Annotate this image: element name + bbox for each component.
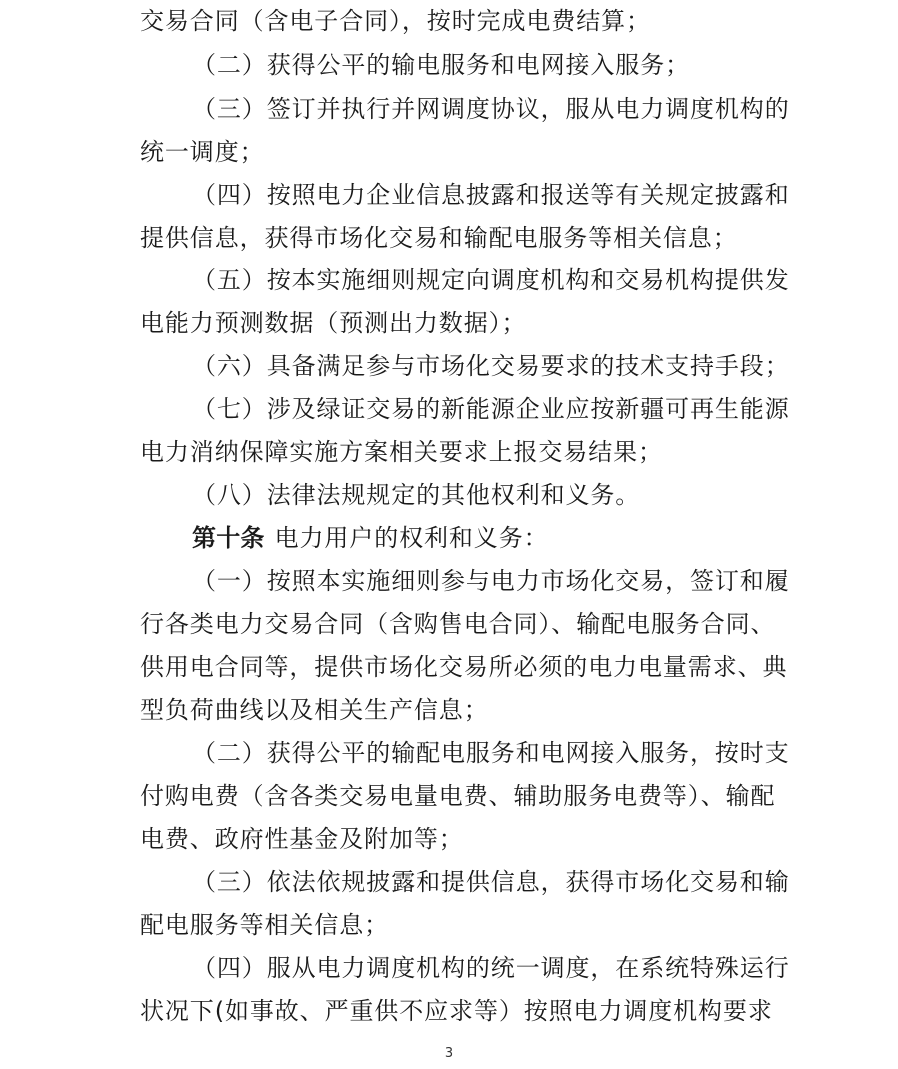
paragraph-line: 行各类电力交易合同（含购售电合同）、输配电服务合同、: [140, 610, 776, 638]
paragraph-line: （二）获得公平的输配电服务和电网接入服务，按时支: [192, 739, 790, 767]
paragraph-line: （六）具备满足参与市场化交易要求的技术支持手段；: [192, 352, 790, 380]
paragraph-line: 型负荷曲线以及相关生产信息；: [140, 696, 489, 724]
article-title: 电力用户的权利和义务：: [274, 524, 549, 552]
paragraph-line: 供用电合同等，提供市场化交易所必须的电力电量需求、典: [140, 653, 788, 681]
paragraph-line: （五）按本实施细则规定向调度机构和交易机构提供发: [192, 266, 790, 294]
paragraph-line: 付购电费（含各类交易电量电费、辅助服务电费等）、输配: [140, 782, 776, 810]
paragraph-line: 交易合同（含电子合同），按时完成电费结算；: [140, 7, 651, 35]
paragraph-line: 配电服务等相关信息；: [140, 911, 389, 939]
paragraph-line: （四）服从电力调度机构的统一调度，在系统特殊运行: [192, 954, 790, 982]
paragraph-line: （二）获得公平的输电服务和电网接入服务；: [192, 51, 690, 79]
paragraph-line: （一）按照本实施细则参与电力市场化交易，签订和履: [192, 567, 790, 595]
paragraph-line: 电费、政府性基金及附加等；: [140, 825, 464, 853]
paragraph-line: （八）法律法规规定的其他权利和义务。: [192, 481, 641, 509]
paragraph-line: 提供信息，获得市场化交易和输配电服务等相关信息；: [140, 224, 738, 252]
article-heading-line: [0, 520, 898, 556]
paragraph-line: （七）涉及绿证交易的新能源企业应按新疆可再生能源: [192, 395, 790, 423]
page-number: 3: [444, 1046, 454, 1061]
paragraph-line: （三）依法依规披露和提供信息，获得市场化交易和输: [192, 868, 790, 896]
paragraph-line: （四）按照电力企业信息披露和报送等有关规定披露和: [192, 181, 790, 209]
paragraph-line: 电能力预测数据（预测出力数据）；: [140, 309, 527, 337]
paragraph-line: 电力消纳保障实施方案相关要求上报交易结果；: [140, 438, 663, 466]
paragraph-line: （三）签订并执行并网调度协议，服从电力调度机构的: [192, 95, 790, 123]
paragraph-line: 统一调度；: [140, 138, 265, 166]
paragraph-line: 状况下(如事故、严重供不应求等）按照电力调度机构要求: [140, 997, 773, 1025]
article-number: 第十条: [192, 524, 265, 552]
